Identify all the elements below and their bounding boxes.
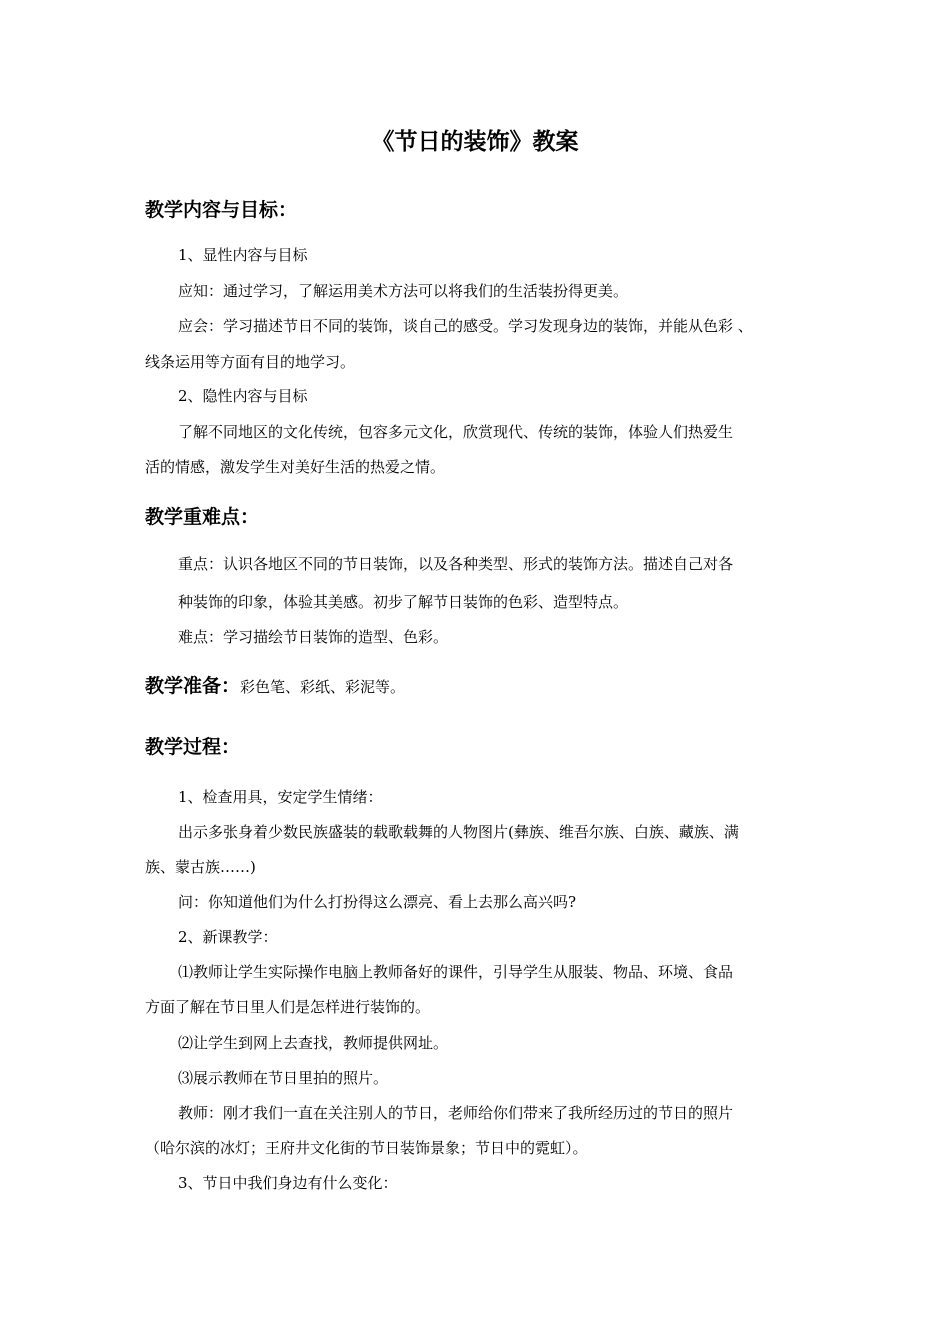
paragraph-line: 1、检查用具，安定学生情绪： <box>178 788 383 806</box>
paragraph-line: 应会：学习描述节日不同的装饰，谈自己的感受。学习发现身边的装饰，并能从色彩 、 <box>178 317 753 335</box>
paragraph-line: 重点：认识各地区不同的节日装饰，以及各种类型、形式的装饰方法。描述自己对各 <box>178 555 734 573</box>
paragraph-line: 2、新课教学： <box>178 928 278 946</box>
paragraph-line: 了解不同地区的文化传统，包容多元文化，欣赏现代、传统的装饰，体验人们热爱生 <box>178 423 734 441</box>
paragraph-line: （哈尔滨的冰灯；王府井文化街的节日装饰景象；节日中的霓虹）。 <box>145 1139 588 1157</box>
preparation-materials: 彩色笔、彩纸、彩泥等。 <box>240 678 406 696</box>
paragraph-line: 3、节日中我们身边有什么变化： <box>178 1174 398 1192</box>
heading-content-goals: 教学内容与目标： <box>145 199 298 221</box>
heading-preparation-label: 教学准备： <box>145 675 241 697</box>
paragraph-line: ⑴教师让学生实际操作电脑上教师备好的课件，引导学生从服装、物品、环境、食品 <box>178 963 734 981</box>
paragraph-line: 难点：学习描绘节日装饰的造型、色彩。 <box>178 628 449 646</box>
paragraph-line: 种装饰的印象，体验其美感。初步了解节日装饰的色彩、造型特点。 <box>178 593 629 611</box>
paragraph-line: 方面了解在节日里人们是怎样进行装饰的。 <box>145 998 431 1016</box>
heading-key-points: 教学重难点： <box>145 506 260 528</box>
paragraph-line: 2、隐性内容与目标 <box>178 387 308 405</box>
paragraph-line: 1、显性内容与目标 <box>178 246 308 264</box>
paragraph-line: 教师：刚才我们一直在关注别人的节日，老师给你们带来了我所经历过的节日的照片 <box>178 1104 734 1122</box>
paragraph-line: 出示多张身着少数民族盛装的载歌载舞的人物图片(彝族、维吾尔族、白族、藏族、满 <box>178 823 739 841</box>
paragraph-line: 问：你知道他们为什么打扮得这么漂亮、看上去那么高兴吗? <box>178 893 577 911</box>
paragraph-line: 应知：通过学习，了解运用美术方法可以将我们的生活装扮得更美。 <box>178 282 629 300</box>
paragraph-line: ⑵让学生到网上去查找，教师提供网址。 <box>178 1034 449 1052</box>
document-title: 《节日的装饰》教案 <box>371 129 579 155</box>
paragraph-line: 线条运用等方面有目的地学习。 <box>145 353 356 371</box>
paragraph-line: ⑶展示教师在节日里拍的照片。 <box>178 1069 389 1087</box>
heading-preparation <box>145 672 405 701</box>
paragraph-line: 活的情感，激发学生对美好生活的热爱之情。 <box>145 458 446 476</box>
paragraph-line: 族、蒙古族……) <box>145 858 256 876</box>
heading-process: 教学过程： <box>145 736 241 758</box>
